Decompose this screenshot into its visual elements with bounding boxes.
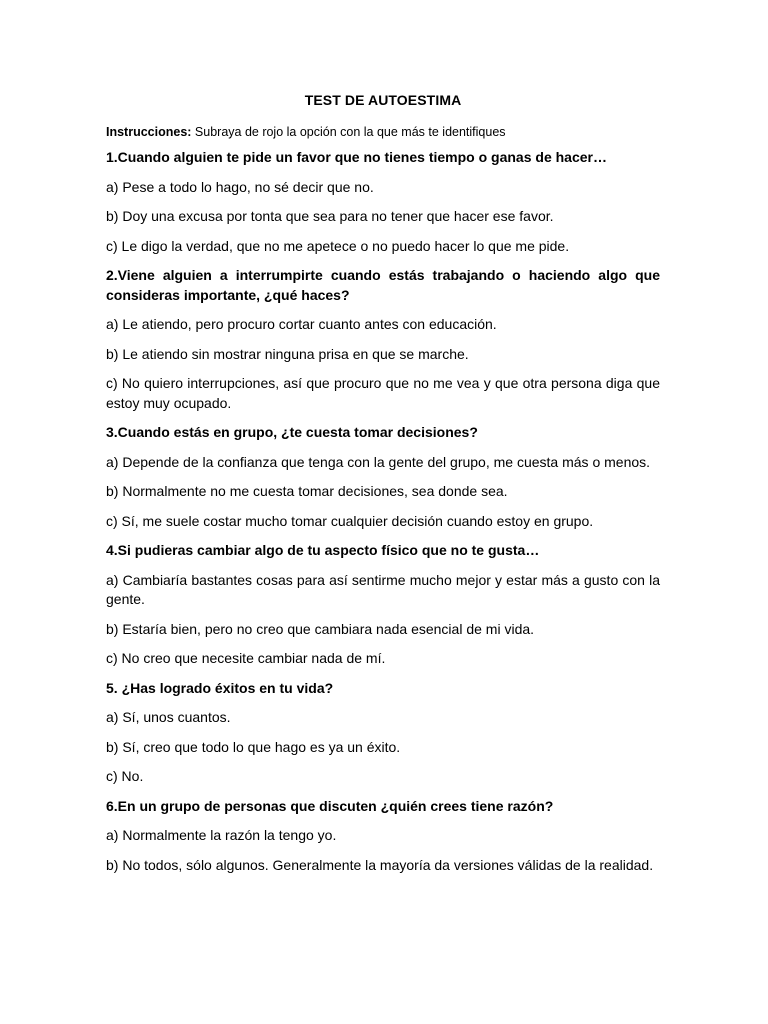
question-1 xyxy=(106,148,660,256)
option-b: b) No todos, sólo algunos. Generalmente la mayoría da versiones válidas de la realidad. xyxy=(106,856,654,873)
option-a: a) Le atiendo, pero procuro cortar cuanto antes con educación. xyxy=(106,316,497,332)
question-text: 3.Cuando estás en grupo, ¿te cuesta tomar decisiones? xyxy=(106,424,478,440)
option-b: b) Estaría bien, pero no creo que cambiara nada esencial de mi vida. xyxy=(106,620,535,637)
question-text: 6.En un grupo de personas que discuten ¿quién crees tiene razón? xyxy=(106,797,554,814)
option-b: b) Doy una excusa por tonta que sea para no tener que hacer ese favor. xyxy=(106,208,554,224)
question-5 xyxy=(106,679,660,787)
instructions-label: Instrucciones: xyxy=(106,125,192,139)
question-2 xyxy=(106,266,660,413)
option-a: a) Pese a todo lo hago, no sé decir que no. xyxy=(106,178,374,195)
option-a: a) Normalmente la razón la tengo yo. xyxy=(106,827,337,843)
option-c: c) No quiero interrupciones, así que procuro que no me vea y que otra persona diga que estoy muy ocupado. xyxy=(106,375,660,411)
document-page xyxy=(106,92,660,885)
option-a: a) Cambiaría bastantes cosas para así sentirme mucho mejor y estar más a gusto con la gente. xyxy=(106,571,660,607)
option-a: a) Sí, unos cuantos. xyxy=(106,709,231,725)
option-b: b) Sí, creo que todo lo que hago es ya un éxito. xyxy=(106,738,401,755)
option-c: c) Le digo la verdad, que no me apetece o no puedo hacer lo que me pide. xyxy=(106,237,570,254)
option-c: c) No. xyxy=(106,768,144,784)
option-a: a) Depende de la confianza que tenga con la gente del grupo, me cuesta más o menos. xyxy=(106,453,651,470)
option-c: c) Sí, me suele costar mucho tomar cualquier decisión cuando estoy en grupo. xyxy=(106,512,594,529)
option-b: b) Normalmente no me cuesta tomar decisiones, sea donde sea. xyxy=(106,483,508,499)
question-6 xyxy=(106,797,660,876)
question-3 xyxy=(106,423,660,531)
question-text: 4.Si pudieras cambiar algo de tu aspecto físico que no te gusta… xyxy=(106,542,540,558)
question-text: 5. ¿Has logrado éxitos en tu vida? xyxy=(106,679,334,696)
instructions-text: Subraya de rojo la opción con la que más te identifiques xyxy=(191,125,506,139)
document-title: TEST DE AUTOESTIMA xyxy=(304,92,462,108)
option-b: b) Le atiendo sin mostrar ninguna prisa en que se marche. xyxy=(106,345,469,362)
instructions xyxy=(106,124,660,140)
question-4 xyxy=(106,541,660,669)
question-text: 1.Cuando alguien te pide un favor que no tienes tiempo o ganas de hacer… xyxy=(106,149,607,165)
question-text: 2.Viene alguien a interrumpirte cuando estás trabajando o haciendo algo que consideras importante, ¿qué haces? xyxy=(106,267,660,303)
option-c: c) No creo que necesite cambiar nada de mí. xyxy=(106,650,386,666)
